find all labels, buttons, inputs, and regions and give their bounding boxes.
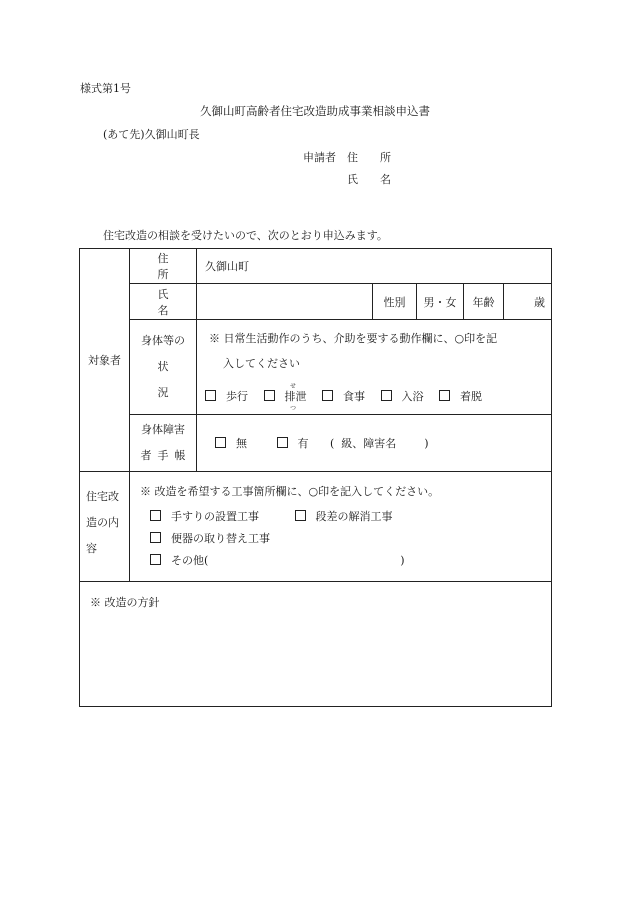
condition-note-line-1: ※ 日常生活動作のうち、介助を要する動作欄に、○印を記: [209, 332, 498, 345]
disability-label: [130, 415, 197, 472]
renovation-row-2: [130, 528, 551, 550]
eating-label: 食事: [343, 390, 365, 403]
walking-label: 歩行: [226, 390, 248, 403]
eating-checkbox[interactable]: [322, 390, 333, 401]
handrail-checkbox[interactable]: [150, 510, 161, 521]
consultation-form-table: [79, 248, 552, 707]
row-name: [80, 284, 552, 320]
disability-none-label: 無: [236, 437, 247, 450]
age-unit: 歳: [534, 295, 546, 309]
document-title: 久御山町高齢者住宅改造助成事業相談申込書: [200, 104, 430, 118]
renovation-section-label: [80, 472, 130, 582]
excretion-label: [284, 383, 307, 412]
row-condition: [80, 320, 552, 415]
address-label: 住所: [130, 249, 197, 284]
bathing-label: 入浴: [401, 390, 424, 403]
applicant-label: 申請者: [303, 151, 336, 164]
applicant-address-label: 住所: [347, 151, 413, 164]
excretion-checkbox[interactable]: [264, 390, 275, 401]
row-disability: [80, 415, 552, 472]
applicant-name-label: 氏名: [347, 173, 413, 186]
form-number: 様式第1号: [80, 82, 131, 95]
renovation-label-line-2: 造の内: [86, 516, 119, 529]
toilet-replacement-checkbox[interactable]: [150, 532, 161, 543]
disability-detail: ( 級、障害名 ): [330, 437, 429, 450]
activity-checklist: [197, 383, 551, 412]
intro-text: 住宅改造の相談を受けたいので、次のとおり申込みます。: [103, 229, 388, 242]
age-field[interactable]: [504, 284, 552, 320]
other-checkbox[interactable]: [150, 554, 161, 565]
age-label: 年齢: [464, 284, 504, 320]
target-section-label: 対象者: [80, 249, 130, 472]
disability-field: [197, 415, 552, 472]
sex-label: 性別: [373, 284, 417, 320]
disability-none-checkbox[interactable]: [215, 437, 226, 448]
name-field[interactable]: [197, 284, 373, 320]
condition-label-line-2: 状況: [157, 360, 187, 399]
disability-label-line-2: 者手帳: [140, 449, 192, 462]
condition-label-line-1: 身体等の: [141, 334, 185, 347]
renovation-label-line-3: 容: [86, 542, 97, 555]
policy-field[interactable]: [80, 582, 552, 707]
excretion-text: 排泄: [284, 390, 307, 403]
disability-yes-checkbox[interactable]: [277, 437, 288, 448]
walking-checkbox[interactable]: [205, 390, 216, 401]
policy-label: ※ 改造の方針: [90, 596, 160, 609]
row-policy: [80, 582, 552, 707]
renovation-label-line-1: 住宅改: [86, 490, 119, 503]
bathing-checkbox[interactable]: [381, 390, 392, 401]
address-field[interactable]: 久御山町: [197, 249, 552, 284]
other-close: ): [400, 554, 405, 567]
renovation-row-3: [130, 550, 551, 572]
disability-yes-label: 有: [297, 437, 309, 450]
handrail-label: 手すりの設置工事: [171, 510, 259, 523]
sex-options[interactable]: 男・女: [417, 284, 464, 320]
excretion-ruby: せつ: [290, 383, 297, 412]
dressing-checkbox[interactable]: [439, 390, 450, 401]
step-removal-checkbox[interactable]: [295, 510, 306, 521]
renovation-row-1: [130, 506, 551, 528]
condition-field: [197, 320, 552, 415]
condition-label: [130, 320, 197, 415]
condition-note-line-2: 入してください: [223, 357, 300, 370]
name-label: 氏名: [130, 284, 197, 320]
disability-label-line-1: 身体障害: [141, 423, 185, 436]
other-label: その他(: [171, 554, 209, 567]
toilet-replacement-label: 便器の取り替え工事: [171, 532, 270, 545]
dressing-label: 着脱: [460, 390, 482, 403]
row-renovation: [80, 472, 552, 582]
renovation-field: [130, 472, 552, 582]
addressee: (あて先)久御山町長: [103, 128, 200, 141]
step-removal-label: 段差の解消工事: [315, 510, 393, 523]
renovation-note: ※ 改造を希望する工事箇所欄に、○印を記入してください。: [140, 485, 440, 498]
row-address: [80, 249, 552, 284]
